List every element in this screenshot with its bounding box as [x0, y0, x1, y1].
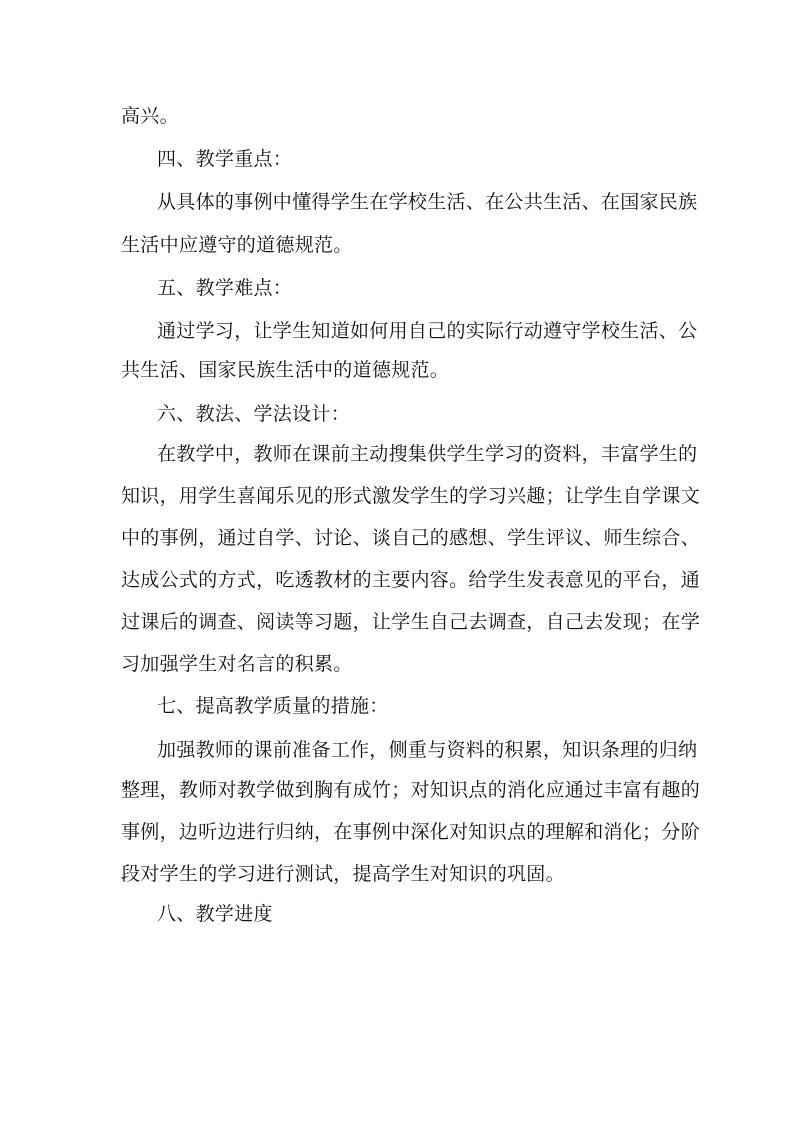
- paragraph-line: 共生活、国家民族生活中的道德规范。: [121, 359, 450, 381]
- paragraph-line: 习加强学生对名言的积累。: [121, 653, 353, 675]
- section-heading: 六、教法、学法设计：: [157, 403, 351, 425]
- paragraph-line: 生活中应遵守的道德规范。: [121, 234, 353, 256]
- paragraph-line: 在教学中，教师在课前主动搜集供学生学习的资料，丰富学生的: [157, 443, 698, 465]
- paragraph-line: 高兴。: [121, 105, 179, 127]
- paragraph-line: 整理，教师对教学做到胸有成竹；对知识点的消化应通过丰富有趣的: [121, 779, 701, 801]
- paragraph-line: 中的事例，通过自学、讨论、谈自己的感想、学生评议、师生综合、: [121, 527, 701, 549]
- section-heading: 五、教学难点：: [157, 277, 293, 299]
- paragraph-line: 达成公式的方式，吃透教材的主要内容。给学生发表意见的平台，通: [121, 569, 701, 591]
- paragraph-line: 从具体的事例中懂得学生在学校生活、在公共生活、在国家民族: [157, 191, 698, 213]
- section-heading: 七、提高教学质量的措施：: [157, 695, 389, 717]
- paragraph-line: 通过学习，让学生知道如何用自己的实际行动遵守学校生活、公: [157, 320, 698, 342]
- paragraph-line: 过课后的调查、阅读等习题，让学生自己去调查，自己去发现；在学: [121, 611, 701, 633]
- paragraph-line: 事例，边听边进行归纳，在事例中深化对知识点的理解和消化；分阶: [121, 821, 701, 843]
- section-heading: 四、教学重点：: [157, 148, 293, 170]
- paragraph-line: 知识，用学生喜闻乐见的形式激发学生的学习兴趣；让学生自学课文: [121, 485, 701, 507]
- paragraph-line: 加强教师的课前准备工作，侧重与资料的积累，知识条理的归纳: [157, 739, 698, 761]
- paragraph-line: 段对学生的学习进行测试，提高学生对知识的巩固。: [121, 863, 565, 885]
- section-heading: 八、教学进度: [157, 903, 273, 925]
